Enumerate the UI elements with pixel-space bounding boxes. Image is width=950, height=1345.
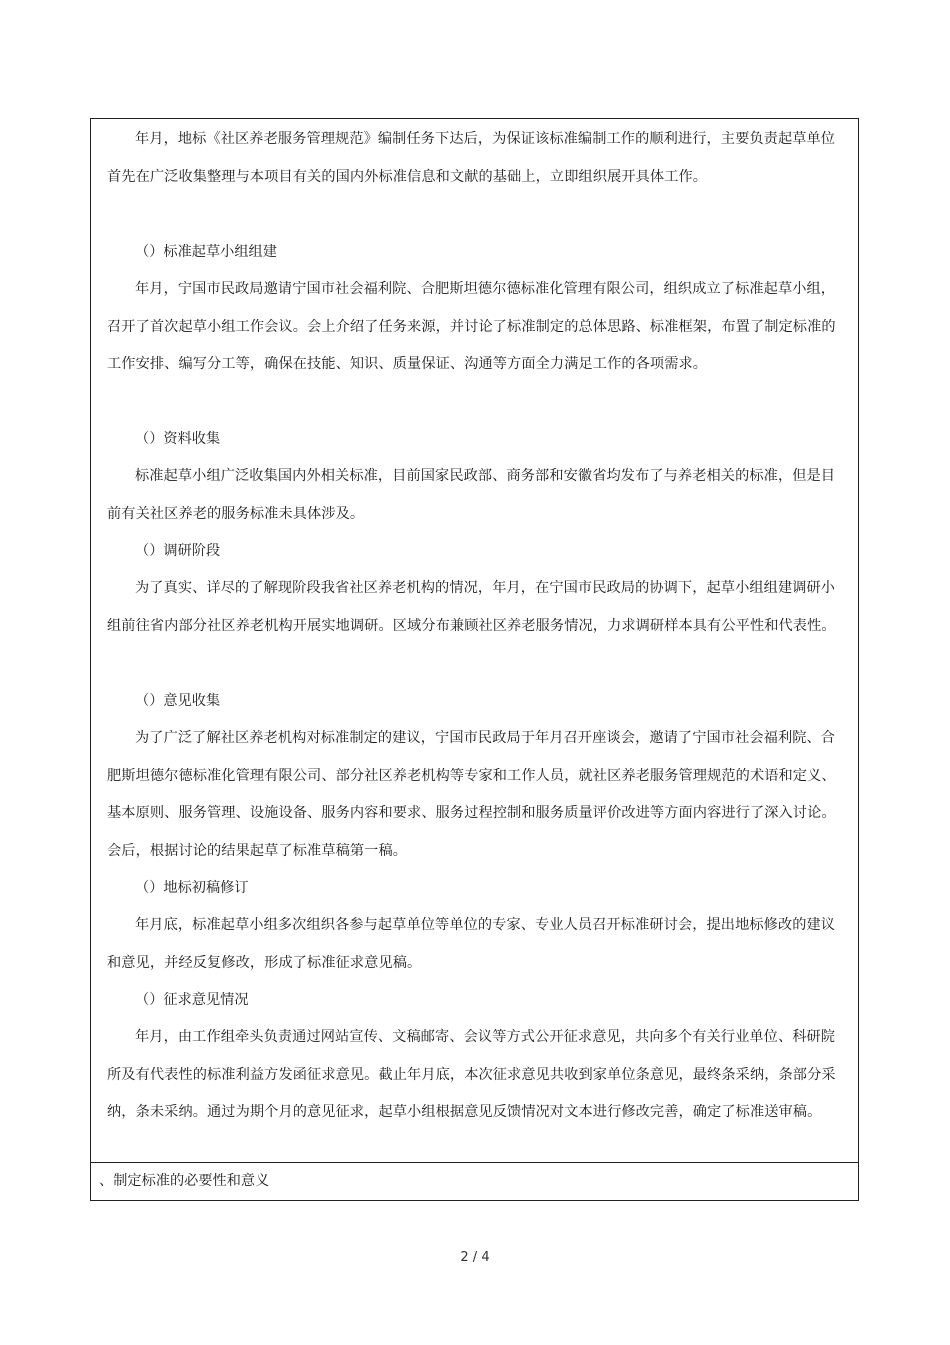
document-table <box>90 118 859 1201</box>
paragraph-solicitation: 年月，由工作组牵头负责通过网站宣传、文稿邮寄、会议等方式公开征求意见，共向多个有关行业单位、科研院所及有代表性的标准利益方发函征求意见。截止年月底，本次征求意见共收到家单位条意见，最终条采纳，条部分采纳，条未采纳。通过为期个月的意见征求，起草小组根据意见反馈情况对文本进行修改完善，确定了标准送审稿。 <box>107 1029 836 1120</box>
page-number: 2 / 4 <box>460 1250 490 1265</box>
section-title: 、制定标准的必要性和意义 <box>99 1173 270 1189</box>
heading-team: （）标准起草小组组建 <box>135 244 277 260</box>
heading-solicitation: （）征求意见情况 <box>135 992 249 1008</box>
section-title-cell <box>91 1163 858 1200</box>
paragraph-materials: 标准起草小组广泛收集国内外相关标准，目前国家民政部、商务部和安徽省均发布了与养老相关的标准，但是目前有关社区养老的服务标准未具体涉及。 <box>107 468 836 522</box>
heading-research: （）调研阶段 <box>135 543 221 559</box>
paragraph-opinion: 为了广泛了解社区养老机构对标准制定的建议，宁国市民政局于年月召开座谈会，邀请了宁国市社会福利院、合肥斯坦德尔德标准化管理有限公司、部分社区养老机构等专家和工作人员，就社区养老服务管理规范的术语和定义、基本原则、服务管理、设施设备、服务内容和要求、服务过程控制和服务质量评价改进等方面内容进行了深入讨论。会后，根据讨论的结果起草了标准草稿第一稿。 <box>107 730 836 859</box>
content-cell <box>91 119 858 1163</box>
paragraph-research: 为了真实、详尽的了解现阶段我省社区养老机构的情况，年月，在宁国市民政局的协调下，起草小组组建调研小组前往省内部分社区养老机构开展实地调研。区域分布兼顾社区养老服务情况，力求调研样本具有公平性和代表性。 <box>107 580 836 634</box>
heading-revision: （）地标初稿修订 <box>135 880 249 896</box>
heading-materials: （）资料收集 <box>135 431 221 447</box>
paragraph-team: 年月，宁国市民政局邀请宁国市社会福利院、合肥斯坦德尔德标准化管理有限公司，组织成立了标准起草小组，召开了首次起草小组工作会议。会上介绍了任务来源，并讨论了标准制定的总体思路、标准框架，布置了制定标准的工作安排、编写分工等，确保在技能、知识、质量保证、沟通等方面全力满足工作的各项需求。 <box>107 281 836 372</box>
heading-opinion: （）意见收集 <box>135 693 221 709</box>
paragraph-revision: 年月底，标准起草小组多次组织各参与起草单位等单位的专家、专业人员召开标准研讨会，提出地标修改的建议和意见，并经反复修改，形成了标准征求意见稿。 <box>107 917 836 971</box>
paragraph-intro: 年月，地标《社区养老服务管理规范》编制任务下达后，为保证该标准编制工作的顺利进行，主要负责起草单位首先在广泛收集整理与本项目有关的国内外标准信息和文献的基础上，立即组织展开具体工作。 <box>107 131 836 185</box>
